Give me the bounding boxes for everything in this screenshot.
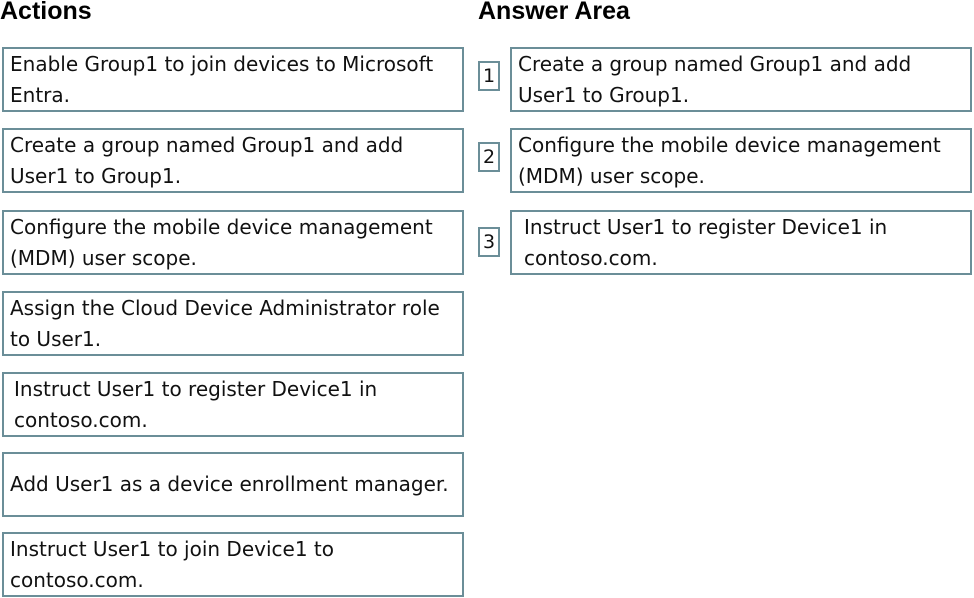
- answer-slot-2[interactable]: [510, 128, 972, 193]
- action-item-label: Configure the mobile device management (MDM) user scope.: [10, 214, 433, 270]
- action-item-create-group1[interactable]: [2, 128, 464, 193]
- answer-item-label: Configure the mobile device management (MDM) user scope.: [518, 132, 941, 188]
- action-item-label: Add User1 as a device enrollment manager.: [10, 472, 449, 496]
- action-item-register-device1[interactable]: [2, 372, 464, 437]
- answer-item-label: Create a group named Group1 and add User1 to Group1.: [518, 51, 912, 107]
- action-item-enable-group1[interactable]: [2, 47, 464, 112]
- action-item-label: Enable Group1 to join devices to Microsoft Entra.: [10, 51, 434, 107]
- answer-slot-number-2: 2: [478, 142, 500, 172]
- action-item-assign-cloud-device-admin[interactable]: [2, 291, 464, 356]
- answer-item-label: Instruct User1 to register Device1 in contoso.com.: [524, 214, 888, 270]
- actions-heading: Actions: [0, 0, 92, 25]
- action-item-label: Assign the Cloud Device Administrator role to User1.: [10, 295, 440, 351]
- action-item-label: Instruct User1 to register Device1 in contoso.com.: [14, 376, 378, 432]
- answer-slot-3[interactable]: [510, 210, 972, 275]
- answer-area-heading: Answer Area: [478, 0, 630, 25]
- answer-slot-1[interactable]: [510, 47, 972, 112]
- action-item-label: Instruct User1 to join Device1 to contoso.com.: [10, 536, 334, 592]
- answer-slot-number-3: 3: [478, 227, 500, 257]
- action-item-label: Create a group named Group1 and add User1 to Group1.: [10, 132, 404, 188]
- action-item-configure-mdm-scope[interactable]: [2, 210, 464, 275]
- answer-slot-number-1: 1: [478, 61, 500, 91]
- action-item-join-device1[interactable]: [2, 532, 464, 597]
- action-item-add-device-enrollment-manager[interactable]: [2, 452, 464, 517]
